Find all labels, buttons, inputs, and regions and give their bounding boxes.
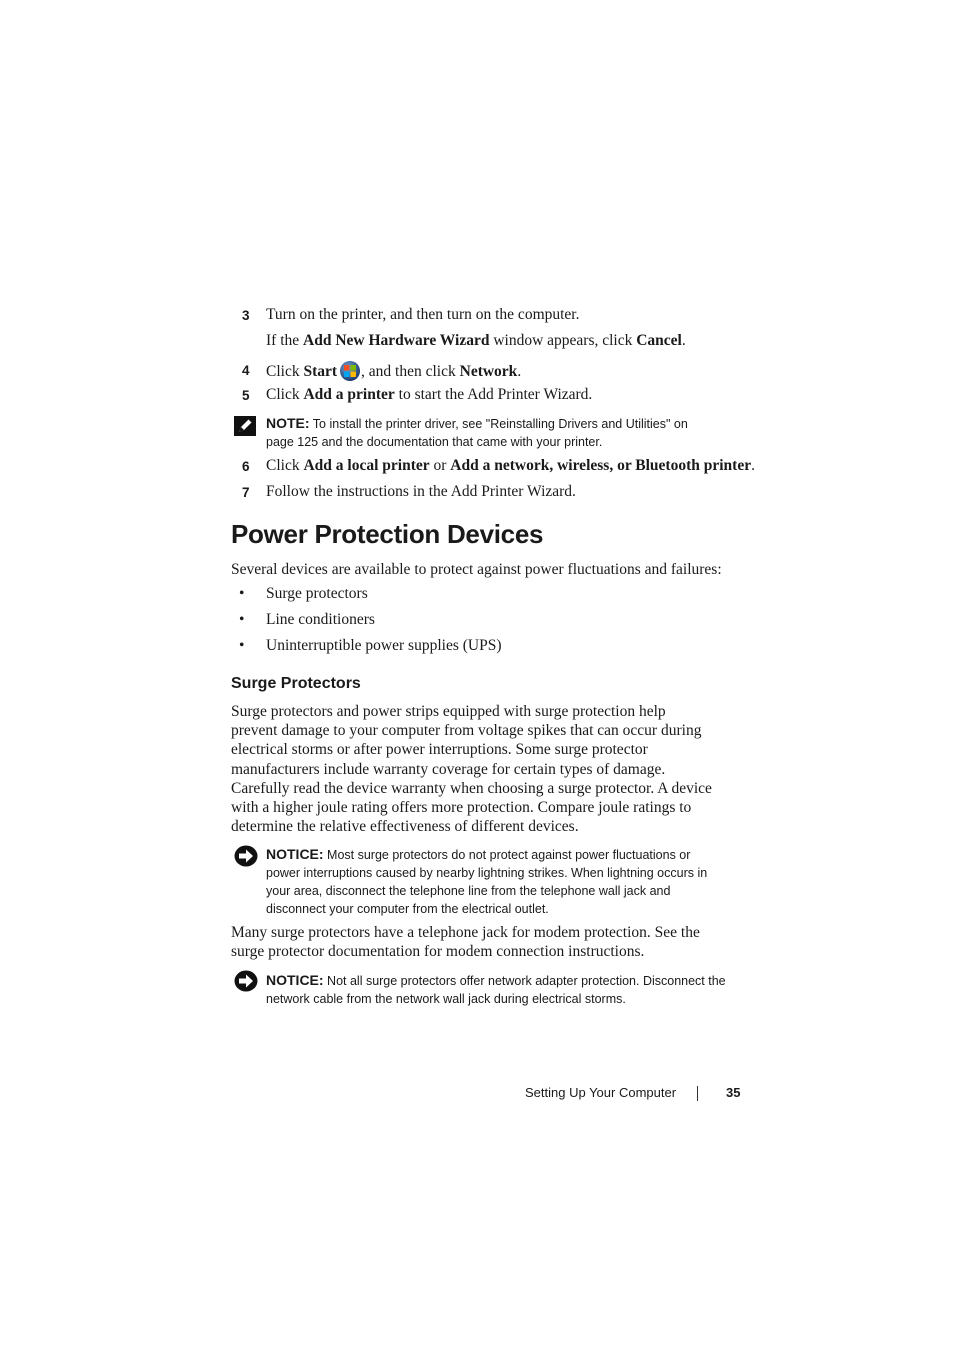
section-title: Power Protection Devices	[231, 519, 544, 549]
page-number: 35	[726, 1085, 741, 1100]
add-local-printer-label: Add a local printer	[303, 457, 430, 474]
notice-arrow-icon	[234, 845, 258, 872]
note-label: NOTE:	[266, 415, 310, 431]
add-network-printer-label: Add a network, wireless, or Bluetooth printer	[450, 457, 752, 474]
notice-arrow-icon	[234, 970, 258, 997]
note-icon	[234, 416, 256, 441]
subsection-title: Surge Protectors	[231, 675, 361, 692]
intro-paragraph: Several devices are available to protect against power fluctuations and failures:	[231, 561, 722, 578]
step-number: 3	[242, 308, 250, 323]
footer-section-name: Setting Up Your Computer	[525, 1085, 677, 1100]
add-a-printer-label: Add a printer	[303, 386, 395, 403]
step-text: Follow the instructions in the Add Printer Wizard.	[266, 483, 576, 500]
surge-paragraph: Surge protectors and power strips equipped with surge protection help prevent damage to your computer from voltage spikes that can occur during electrical storms or after power interruptions. Some surge protector manufacturers include warranty coverage for certain types of damage. Carefully read the device warranty when choosing a surge protector. A device with a higher joule rating offers more protection. Compare joule ratings to determine the relative effectiveness of different devices.	[231, 703, 712, 836]
step-text: Turn on the printer, and then turn on the computer.	[266, 306, 580, 323]
step-number: 6	[242, 459, 250, 474]
step-3-continuation: If the Add New Hardware Wizard window appears, click Cancel.	[266, 332, 686, 349]
footer-divider	[697, 1086, 698, 1101]
start-label: Start	[303, 363, 338, 380]
step-number: 5	[242, 388, 250, 403]
modem-paragraph: Many surge protectors have a telephone jack for modem protection. See the surge protector documentation for modem connection instructions.	[231, 924, 700, 961]
windows-start-icon	[340, 361, 360, 381]
cancel-label: Cancel	[636, 332, 682, 349]
notice-label: NOTICE:	[266, 972, 324, 988]
step-text: Click Add a printer to start the Add Printer Wizard.	[266, 386, 593, 403]
notice-text: NOTICE: Most surge protectors do not protect against power fluctuations or power interruptions caused by nearby lightning strikes. When lightning occurs in your area, disconnect the telephone line from the telephone wall jack and disconnect your computer from the electrical outlet.	[266, 846, 708, 916]
note-text: NOTE: To install the printer driver, see "Reinstalling Drivers and Utilities" on page 125 and the documentation that came with your printer.	[266, 415, 688, 449]
step-text: Click Add a local printer or Add a network, wireless, or Bluetooth printer.	[266, 457, 755, 474]
step-number: 7	[242, 485, 250, 500]
notice-text: NOTICE: Not all surge protectors offer network adapter protection. Disconnect the network cable from the network wall jack during electrical storms.	[266, 972, 726, 1006]
network-label: Network	[459, 363, 518, 380]
add-new-hardware-wizard-label: Add New Hardware Wizard	[303, 332, 490, 349]
step-text: Click Start , and then click Network.	[266, 363, 522, 380]
step-number: 4	[242, 363, 250, 378]
notice-label: NOTICE:	[266, 846, 324, 862]
